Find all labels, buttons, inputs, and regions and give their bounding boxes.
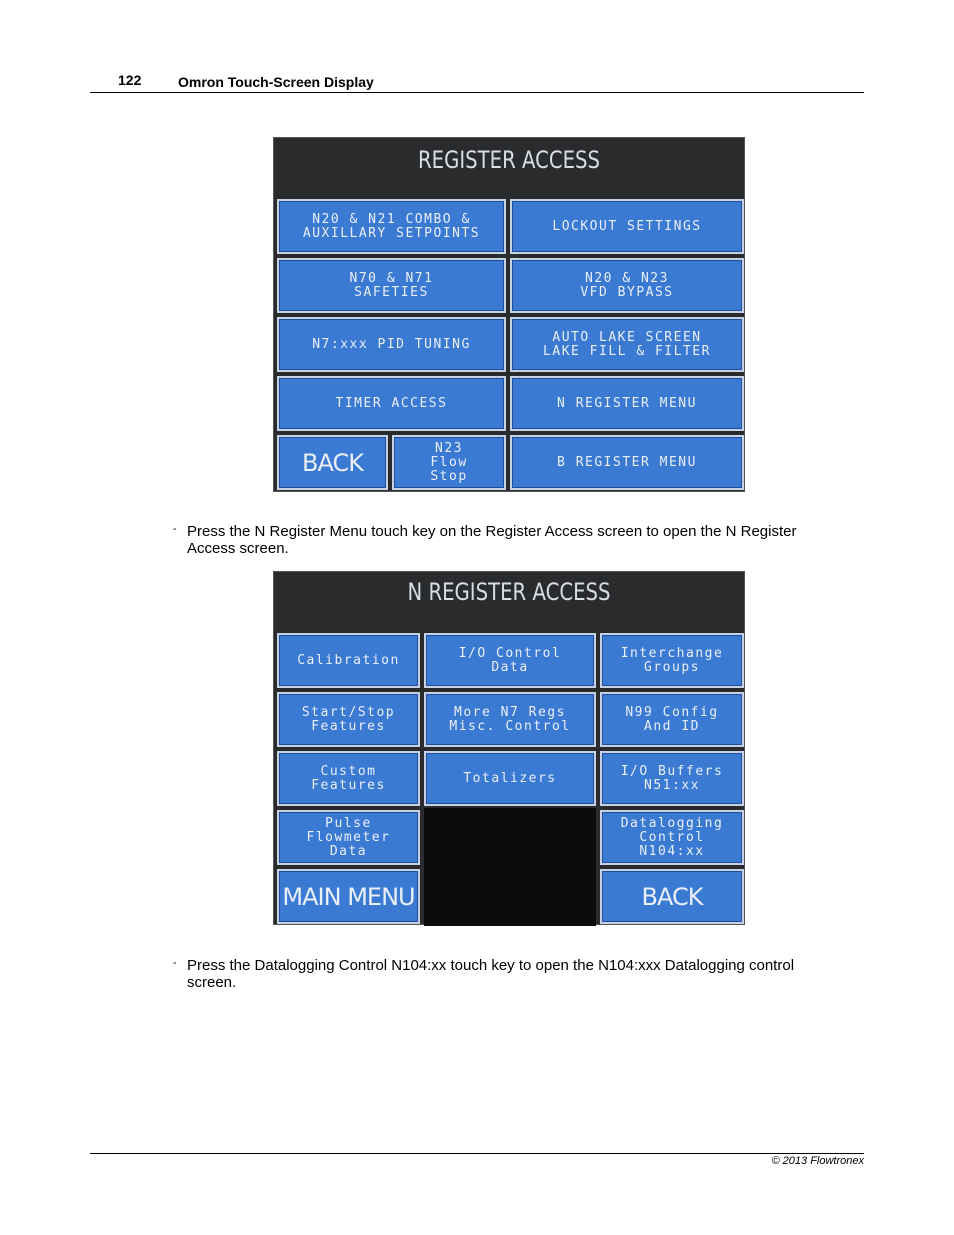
n23-flow-stop-button[interactable]: N23 Flow Stop	[392, 435, 506, 490]
back-button[interactable]: BACK	[600, 869, 744, 924]
instruction-text: Press the Datalogging Control N104:xx touch key to open the N104:xxx Datalogging control screen.	[187, 957, 795, 991]
start-stop-features-button[interactable]: Start/Stop Features	[277, 692, 420, 747]
n-register-menu-button[interactable]: N REGISTER MENU	[510, 376, 744, 431]
copyright: © 2013 Flowtronex	[771, 1155, 864, 1167]
header-rule	[90, 92, 864, 93]
register-access-screenshot	[273, 137, 745, 492]
timer-access-button[interactable]: TIMER ACCESS	[277, 376, 506, 431]
io-buffers-button[interactable]: I/O Buffers N51:xx	[600, 751, 744, 806]
instruction-text: Press the N Register Menu touch key on the Register Access screen to open the N Register Access screen.	[187, 523, 797, 557]
screen-title: REGISTER ACCESS	[417, 146, 601, 174]
calibration-button[interactable]: Calibration	[277, 633, 420, 688]
n99-config-button[interactable]: N99 Config And ID	[600, 692, 744, 747]
datalogging-control-button[interactable]: Datalogging Control N104:xx	[600, 810, 744, 865]
auto-lake-screen-button[interactable]: AUTO LAKE SCREEN LAKE FILL & FILTER	[510, 317, 744, 372]
bullet-mark: -	[173, 523, 177, 535]
page-number: 122	[118, 72, 142, 88]
n-register-access-screenshot	[273, 571, 745, 925]
instruction-2	[173, 957, 833, 991]
instruction-1	[173, 523, 833, 557]
io-control-data-button[interactable]: I/O Control Data	[424, 633, 596, 688]
interchange-groups-button[interactable]: Interchange Groups	[600, 633, 744, 688]
footer-rule	[90, 1153, 864, 1154]
b-register-menu-button[interactable]: B REGISTER MENU	[510, 435, 744, 490]
lockout-settings-button[interactable]: LOCKOUT SETTINGS	[510, 199, 744, 254]
back-button[interactable]: BACK	[277, 435, 388, 490]
combo-setpoints-button[interactable]: N20 & N21 COMBO & AUXILLARY SETPOINTS	[277, 199, 506, 254]
header-title: Omron Touch-Screen Display	[178, 74, 374, 90]
main-menu-button[interactable]: MAIN MENU	[277, 869, 420, 924]
screen-title: N REGISTER ACCESS	[407, 578, 611, 606]
vfd-bypass-button[interactable]: N20 & N23 VFD BYPASS	[510, 258, 744, 313]
safeties-button[interactable]: N70 & N71 SAFETIES	[277, 258, 506, 313]
empty-panel	[424, 808, 596, 926]
more-n7-regs-button[interactable]: More N7 Regs Misc. Control	[424, 692, 596, 747]
pulse-flowmeter-button[interactable]: Pulse Flowmeter Data	[277, 810, 420, 865]
pid-tuning-button[interactable]: N7:xxx PID TUNING	[277, 317, 506, 372]
totalizers-button[interactable]: Totalizers	[424, 751, 596, 806]
custom-features-button[interactable]: Custom Features	[277, 751, 420, 806]
bullet-mark: -	[173, 957, 177, 969]
